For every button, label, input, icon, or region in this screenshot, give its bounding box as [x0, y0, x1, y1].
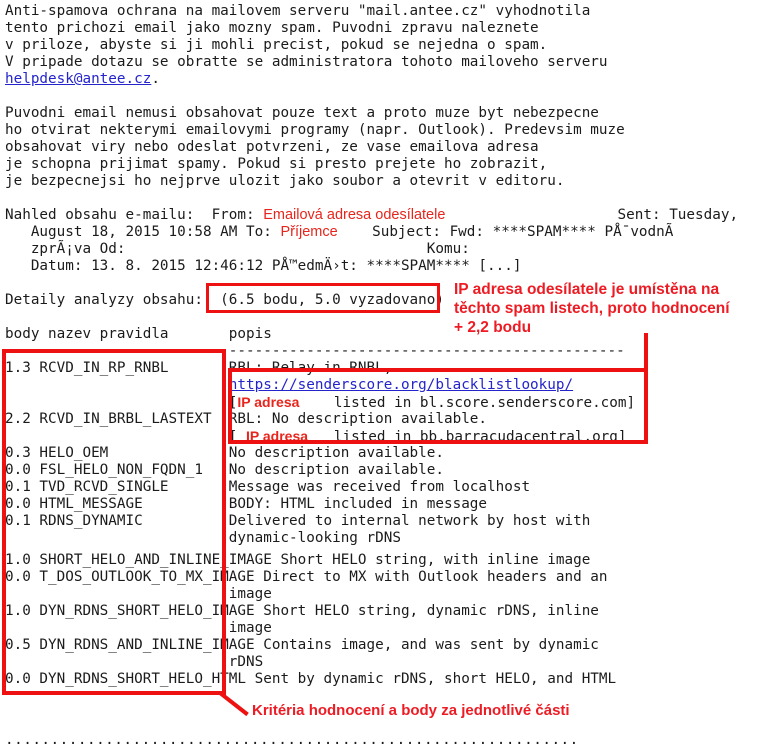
sender-address-placeholder: Emailová adresa odesílatele [263, 207, 446, 223]
rules-highlight-box [2, 349, 226, 695]
blacklist-link[interactable]: https://senderscore.org/blacklistlookup/ [228, 377, 574, 393]
text-segment: obsahovat viry nebo odeslat potvrzeni, ze vase emailova adresa [5, 139, 539, 155]
text-segment: dynamic-looking rDNS [5, 530, 401, 546]
text-line [5, 37, 738, 54]
text-segment: V pripade dotazu se obratte se administratora tohoto mailoveho serveru [5, 54, 608, 70]
text-segment: image [5, 620, 272, 636]
text-segment: Subject: Fwd: ****SPAM**** PÅ¯vodnÃ [337, 224, 674, 240]
annotation-line: těchto spam listech, proto hodnocení [454, 300, 730, 317]
annotation-line: + 2,2 bodu [454, 319, 532, 336]
score-highlight-box [206, 283, 440, 313]
text-line [5, 258, 738, 275]
criteria-annotation: Kritéria hodnocení a body za jednotlivé části [252, 702, 570, 719]
text-segment: 1.3 RCVD_IN_RP_RNBL RBL: Relay in RNBL, [5, 360, 393, 376]
text-segment: 0.5 DYN_RDNS_AND_INLINE_IMAGE Contains image, and was sent by dynamic [5, 637, 599, 653]
text-segment: 0.1 RDNS_DYNAMIC Delivered to internal network by host with [5, 513, 591, 529]
text-segment: tento prichozi email jako mozny spam. Puvodni zpravu naleznete [5, 20, 539, 36]
ip-address-placeholder: IP adresa [246, 428, 309, 444]
text-line [5, 105, 738, 122]
text-segment: Anti-spamova ochrana na mailovem serveru "mail.antee.cz" vyhodnotila [5, 3, 591, 19]
text-segment: 0.0 FSL_HELO_NON_FQDN_1 No description available. [5, 462, 444, 478]
text-line [5, 156, 738, 173]
text-segment: listed in bl.score.senderscore.com] [299, 395, 636, 411]
blacklist-highlight-box [228, 368, 648, 444]
text-segment: 1.0 SHORT_HELO_AND_INLINE_IMAGE Short HELO string, with inline image [5, 552, 591, 568]
text-segment: Sent: Tuesday, [445, 207, 739, 223]
text-segment: 0.0 T_DOS_OUTLOOK_TO_MX_IMAGE Direct to MX with Outlook headers and an [5, 569, 608, 585]
text-segment: je schopna prijimat spamy. Pokud si presto prejete ho zobrazit, [5, 156, 548, 172]
text-segment: . [151, 71, 160, 87]
text-line [5, 139, 738, 156]
text-line [5, 224, 738, 241]
text-segment: ............................................................... [5, 732, 579, 748]
text-segment: Detaily analyzy obsahu: (6.5 bodu, 5.0 vyzadovano) [5, 292, 444, 308]
text-segment: Puvodni email nemusi obsahovat pouze text a proto muze byt nebezpecne [5, 105, 599, 121]
text-line [5, 20, 738, 37]
text-segment: 1.0 DYN_RDNS_SHORT_HELO_IMAGE Short HELO string, dynamic rDNS, inline [5, 603, 599, 619]
text-segment: 0.0 DYN_RDNS_SHORT_HELO_HTML Sent by dynamic rDNS, short HELO, and HTML [5, 671, 617, 687]
text-segment: August 18, 2015 10:58 AM To: [5, 224, 281, 240]
text-segment: 0.3 HELO_OEM No description available. [5, 445, 444, 461]
text-line [5, 88, 738, 105]
text-segment: je bezpecnejsi ho nejprve ulozit jako soubor a otevrit v editoru. [5, 173, 565, 189]
text-segment: 0.0 HTML_MESSAGE BODY: HTML included in message [5, 496, 488, 512]
ip-blacklist-annotation [454, 280, 730, 337]
annotation-line: IP adresa odesílatele je umístěna na [454, 281, 720, 298]
text-segment: listed in bb.barracudacentral.org] [308, 429, 627, 445]
ip-address-placeholder: IP adresa [237, 394, 300, 410]
text-segment: [ [5, 395, 238, 411]
text-segment: body nazev pravidla popis [5, 326, 272, 342]
text-segment: Nahled obsahu e-mailu: From: [5, 207, 264, 223]
text-segment: rDNS [5, 654, 264, 670]
text-line [5, 54, 738, 71]
text-line [5, 207, 738, 224]
text-segment: image [5, 586, 272, 602]
text-segment: zprÃ¡va Od: Komu: [5, 241, 470, 257]
email-link[interactable]: helpdesk@antee.cz [5, 71, 152, 87]
text-line [5, 71, 738, 88]
text-segment: ho otvirat nekterymi emailovymi programy (napr. Outlook). Predevsim muze [5, 122, 625, 138]
text-line [5, 3, 738, 20]
text-segment: 2.2 RCVD_IN_BRBL_LASTEXT RBL: No description available. [5, 411, 488, 427]
text-line [5, 173, 738, 190]
text-segment: ---------------------------------------------- [5, 343, 625, 359]
text-line [5, 241, 738, 258]
annotation-pointer-line [644, 333, 648, 370]
text-line [5, 732, 738, 749]
text-line [5, 190, 738, 207]
text-segment: 0.1 TVD_RCVD_SINGLE Message was received from localhost [5, 479, 531, 495]
text-segment: v priloze, abyste si ji mohli precist, pokud se nejedna o spam. [5, 37, 548, 53]
text-segment: [ [5, 429, 247, 445]
recipient-placeholder: Příjemce [280, 224, 338, 240]
text-line [5, 122, 738, 139]
text-segment: Datum: 13. 8. 2015 12:46:12 PÅ™edmÄ›t: ****SPAM**** [...] [5, 258, 522, 274]
